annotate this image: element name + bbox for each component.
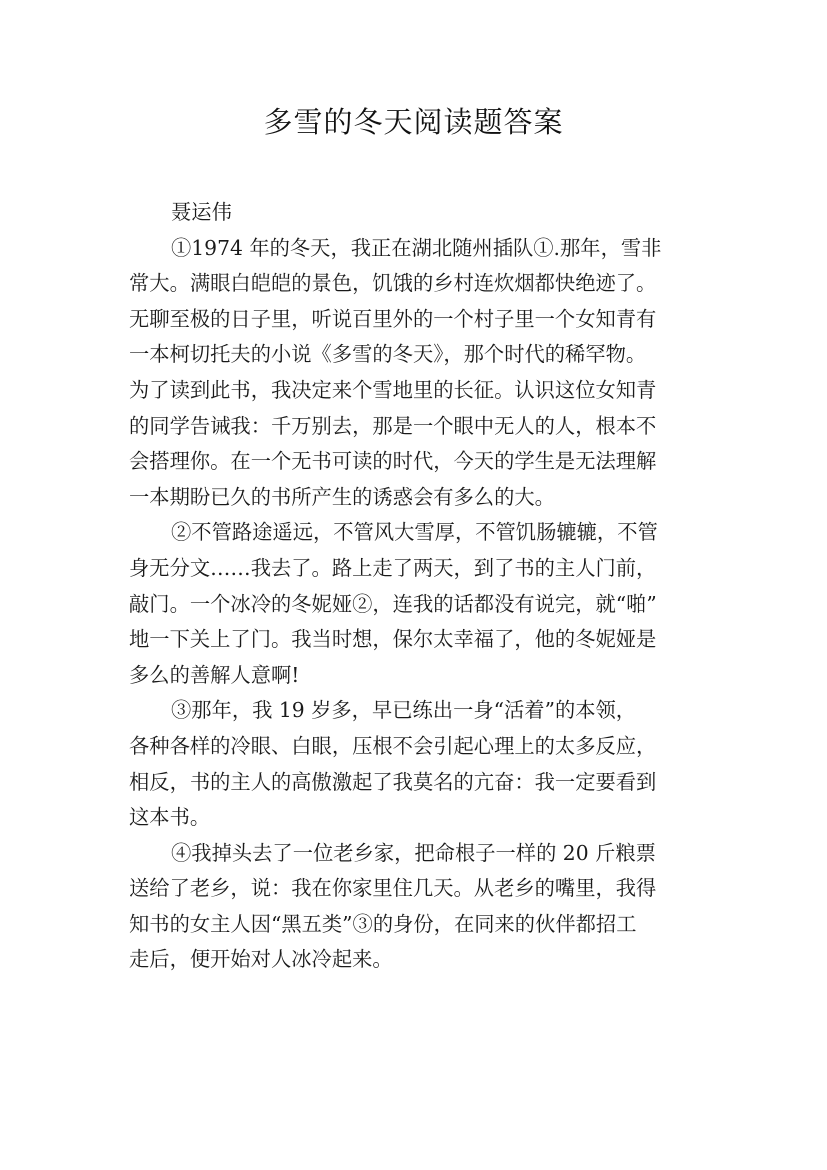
text-line: 常大。满眼白皑皑的景色，饥饿的乡村连炊烟都快绝迹了。 [129,271,657,296]
text-line: ①1974 年的冬天，我正在湖北随州插队①.那年，雪非 [171,235,662,260]
text-line: 各种各样的冷眼、白眼，压根不会引起心理上的太多反应， [129,733,657,758]
text-line: 相反，书的主人的高傲激起了我莫名的亢奋：我一定要看到 [129,769,657,794]
document-body [129,195,719,978]
text-line: 会搭理你。在一个无书可读的时代，今天的学生是无法理解 [129,449,657,474]
text-line: 一本期盼已久的书所产生的诱惑会有多么的大。 [129,484,555,509]
text-line: 多么的善解人意啊! [129,662,300,687]
text-line: 聂运伟 [171,200,232,224]
text-line: ③那年，我 19 岁多，早已练出一身“活着”的本领， [171,698,637,723]
text-line: 无聊至极的日子里，听说百里外的一个村子里一个女知青有 [129,306,657,331]
text-line: 地一下关上了门。我当时想，保尔太幸福了，他的冬妮娅是 [129,627,657,652]
text-line: 送给了老乡，说：我在你家里住几天。从老乡的嘴里，我得 [129,876,657,901]
text-line: 身无分文……我去了。路上走了两天，到了书的主人门前， [129,555,657,580]
text-line: ②不管路途遥远，不管风大雪厚，不管饥肠辘辘，不管 [171,520,658,545]
text-line: 的同学告诫我：千万别去，那是一个眼中无人的人，根本不 [129,413,657,438]
document-title: 多雪的冬天阅读题答案 [263,105,564,139]
text-line: 一本柯切托夫的小说《多雪的冬天》，那个时代的稀罕物。 [129,342,647,367]
text-line: 敲门。一个冰冷的冬妮娅②，连我的话都没有说完，就“啪” [129,591,657,616]
text-line: 为了读到此书，我决定来个雪地里的长征。认识这位女知青 [129,377,657,402]
text-line: ④我掉头去了一位老乡家，把命根子一样的 20 斤粮票 [171,840,656,865]
text-line: 走后，便开始对人冰冷起来。 [129,947,393,972]
text-line: 知书的女主人因“黑五类”③的身份，在同来的伙伴都招工 [129,911,637,936]
text-line: 这本书。 [129,805,211,830]
